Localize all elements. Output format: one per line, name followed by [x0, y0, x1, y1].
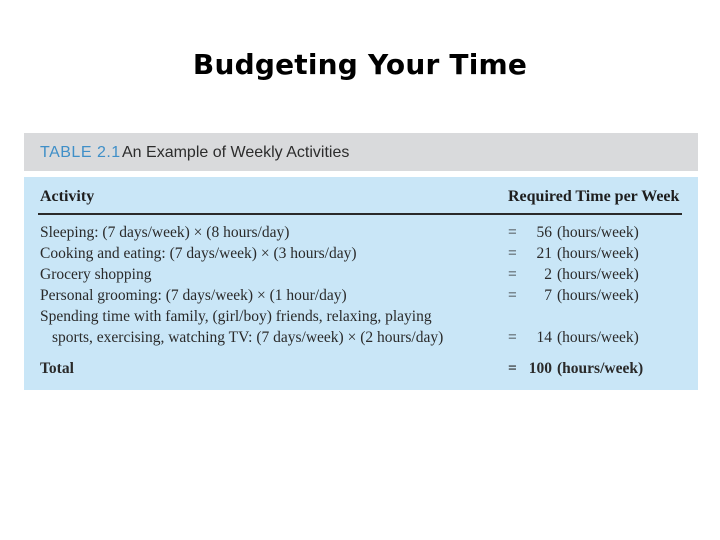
row-activity: Cooking and eating: (7 days/week) × (3 hours/day) [40, 245, 357, 262]
table-row [24, 287, 698, 307]
row-value: 2 [544, 266, 552, 283]
row-equals: = [508, 287, 517, 304]
total-label: Total [40, 360, 74, 377]
row-activity-line2: sports, exercising, watching TV: (7 days/week) × (2 hours/day) [52, 329, 444, 346]
table-body [24, 177, 698, 390]
row-unit: (hours/week) [557, 224, 639, 241]
table-row [24, 329, 698, 349]
row-equals: = [508, 329, 517, 346]
row-unit: (hours/week) [557, 329, 639, 346]
row-unit: (hours/week) [557, 266, 639, 283]
table-caption-bar [24, 133, 698, 171]
table-row [24, 245, 698, 265]
row-equals: = [508, 245, 517, 262]
row-unit: (hours/week) [557, 245, 639, 262]
row-value: 56 [536, 224, 552, 241]
row-value: 7 [544, 287, 552, 304]
row-activity: Personal grooming: (7 days/week) × (1 hour/day) [40, 287, 347, 304]
total-value: 100 [528, 360, 552, 377]
table-row [24, 308, 698, 328]
total-equals: = [508, 360, 517, 377]
table-total-row [24, 360, 698, 380]
total-unit: (hours/week) [557, 360, 644, 377]
row-activity-line1: Spending time with family, (girl/boy) friends, relaxing, playing [40, 308, 432, 325]
row-activity: Sleeping: (7 days/week) × (8 hours/day) [40, 224, 290, 241]
column-header-time: Required Time per Week [508, 188, 680, 205]
table-caption: An Example of Weekly Activities [122, 144, 350, 161]
row-value: 21 [536, 245, 552, 262]
row-activity: Grocery shopping [40, 266, 152, 283]
row-value: 14 [536, 329, 552, 346]
column-header-activity: Activity [40, 188, 95, 205]
row-equals: = [508, 224, 517, 241]
header-divider [38, 213, 682, 215]
activities-table [24, 133, 698, 390]
table-row [24, 224, 698, 244]
row-unit: (hours/week) [557, 287, 639, 304]
table-number: TABLE 2.1 [40, 144, 121, 161]
table-row [24, 266, 698, 286]
slide-title: Budgeting Your Time [192, 48, 528, 81]
row-equals: = [508, 266, 517, 283]
